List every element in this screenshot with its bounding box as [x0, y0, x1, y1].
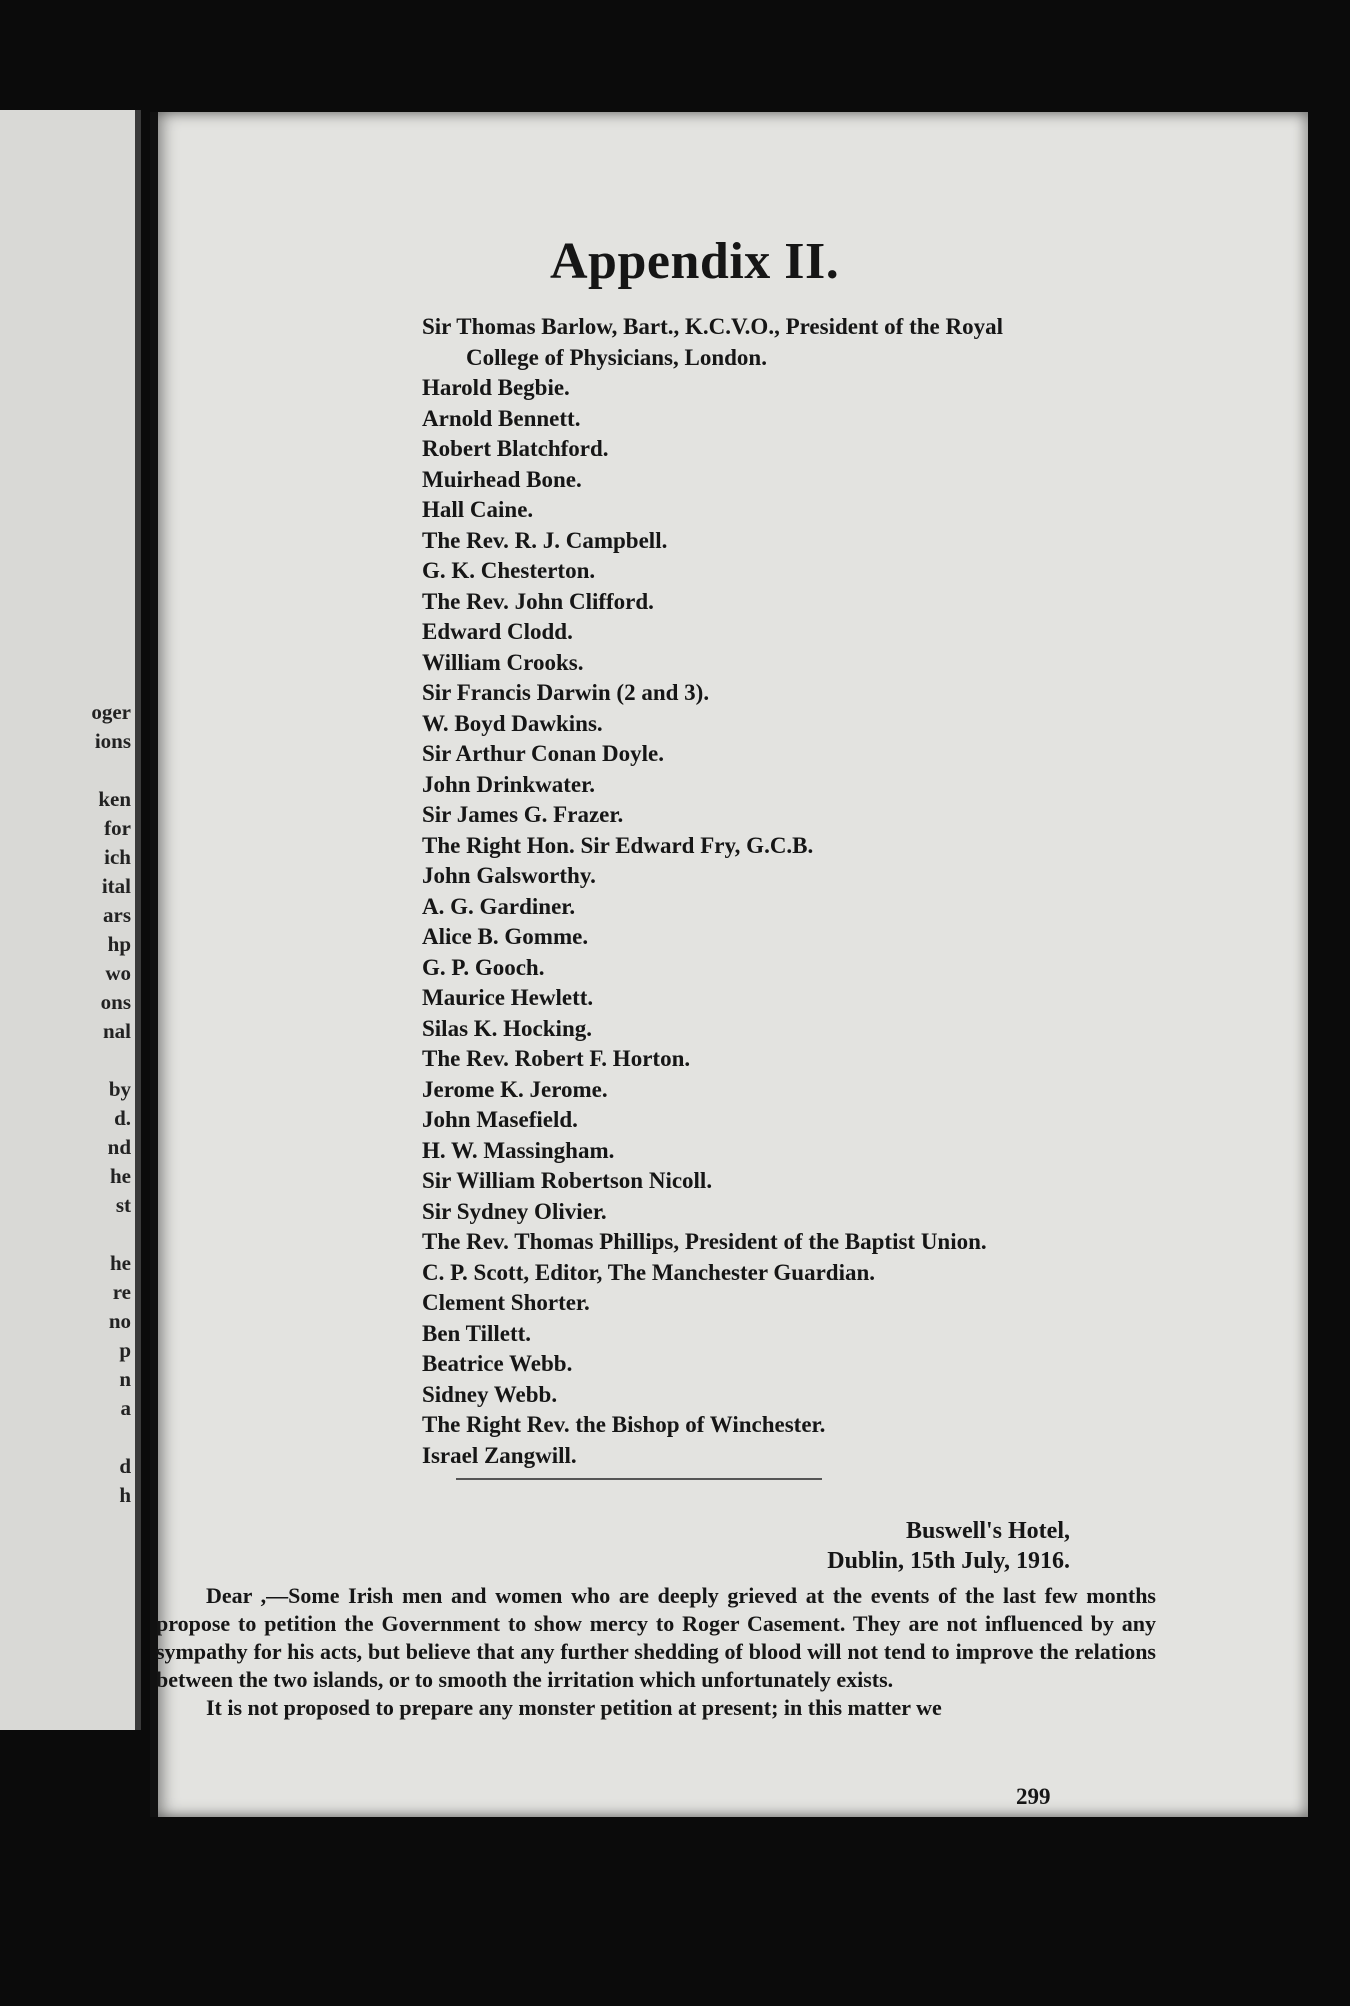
facing-page-fragment [31, 1220, 131, 1249]
facing-page-fragment: by [108, 1077, 131, 1101]
signatory-line: Alice B. Gomme. [422, 924, 589, 949]
facing-page-fragment: for [104, 816, 131, 840]
page-number: 299 [1016, 1784, 1051, 1809]
facing-page-fragment: ons [100, 990, 131, 1014]
page-title: Appendix II. [550, 233, 840, 290]
signatory-line: John Masefield. [422, 1107, 578, 1132]
facing-page-fragment: d [119, 1454, 131, 1478]
facing-page-fragment: p [119, 1338, 131, 1362]
facing-page-fragment: ars [103, 903, 131, 927]
address-line-date: Dublin, 15th July, 1916. [827, 1548, 1070, 1574]
address-line-hotel: Buswell's Hotel, [905, 1518, 1070, 1544]
signatory-list [422, 312, 1302, 1471]
signatory-line: Sidney Webb. [422, 1381, 558, 1407]
signatory-line: Sir Arthur Conan Doyle. [422, 741, 664, 766]
signatory-line: College of Physicians, London. [466, 344, 767, 370]
signatory-line: Muirhead Bone. [422, 466, 582, 492]
facing-page-fragment: d. [114, 1106, 131, 1130]
letter-body [156, 1582, 1156, 1722]
signatory-line: Harold Begbie. [422, 375, 570, 400]
signatory-line: W. Boyd Dawkins. [422, 710, 603, 736]
facing-page-fragment: re [112, 1280, 131, 1304]
signatory-line: William Crooks. [422, 649, 584, 675]
facing-page-fragment [31, 756, 131, 785]
signatory-line: John Drinkwater. [422, 771, 595, 797]
facing-page-fragment: nd [107, 1135, 131, 1159]
signatory-line: Sir William Robertson Nicoll. [422, 1168, 713, 1193]
signatory-line: The Right Hon. Sir Edward Fry, G.C.B. [422, 832, 814, 858]
signatory-line: Sir Sydney Olivier. [422, 1198, 607, 1224]
signatory-line: Clement Shorter. [422, 1290, 590, 1315]
signatory-line: H. W. Massingham. [422, 1137, 615, 1163]
signatory-line: A. G. Gardiner. [422, 893, 576, 919]
facing-page-fragment: he [110, 1164, 131, 1188]
signatory-line: Hall Caine. [422, 497, 534, 522]
facing-page-fragment [31, 1046, 131, 1075]
signatory-line: The Rev. Thomas Phillips, President of the Baptist Union. [422, 1229, 987, 1254]
signatory-line: Sir Thomas Barlow, Bart., K.C.V.O., President of the Royal [422, 314, 1003, 339]
section-divider [456, 1478, 822, 1480]
book-page [150, 112, 1308, 1817]
signatory-line: Robert Blatchford. [422, 436, 609, 461]
signatory-line: The Rev. John Clifford. [422, 588, 654, 614]
facing-page-fragment: a [120, 1396, 131, 1420]
signatory-line: Maurice Hewlett. [422, 985, 594, 1010]
signatory-line: Jerome K. Jerome. [422, 1076, 608, 1102]
letter-paragraph-1: Dear ,—Some Irish men and women who are deeply grieved at the events of the last few months propose to petition the Government to show mercy to Roger Casement. They are not influenced by any sympathy for his acts, but believe that any further shedding of blood will not tend to improve the relations between the two islands, or to smooth the irritation which unfortunately exists. [156, 1583, 1156, 1692]
signatory-line: Arnold Bennett. [422, 405, 581, 431]
facing-page-fragment: no [108, 1309, 131, 1333]
facing-page-fragment: hp [107, 932, 131, 956]
signatory-line: Sir Francis Darwin (2 and 3). [422, 680, 710, 705]
signatory-line: The Rev. R. J. Campbell. [422, 527, 668, 553]
facing-page-fragment: n [119, 1367, 131, 1391]
facing-page-fragment: ken [98, 787, 131, 811]
facing-page-fragment: h [119, 1483, 131, 1507]
facing-page-fragment: ions [94, 729, 131, 753]
facing-page-fragment: ich [104, 845, 131, 869]
signatory-line: John Galsworthy. [422, 863, 596, 888]
facing-page-fragment [31, 1423, 131, 1452]
facing-page-fragment: oger [91, 700, 131, 724]
facing-page-fragment: ital [101, 874, 131, 898]
signatory-line: Silas K. Hocking. [422, 1015, 592, 1041]
signatory-line: C. P. Scott, Editor, The Manchester Guardian. [422, 1259, 876, 1285]
signatory-line: The Right Rev. the Bishop of Winchester. [422, 1412, 826, 1437]
letter-paragraph-2: It is not proposed to prepare any monster petition at present; in this matter we [206, 1695, 942, 1720]
facing-page-fragment: wo [105, 961, 131, 985]
facing-page-fragment: nal [102, 1019, 131, 1043]
page-gutter [150, 112, 158, 1817]
signatory-line: Israel Zangwill. [422, 1442, 577, 1468]
signatory-line: Sir James G. Frazer. [422, 802, 624, 827]
signatory-line: Beatrice Webb. [422, 1351, 573, 1376]
facing-page-fragment: st [115, 1193, 131, 1217]
facing-page-edge [0, 110, 141, 1730]
signatory-line: Edward Clodd. [422, 619, 573, 644]
facing-page-text-fragments [31, 698, 131, 1510]
facing-page-fragment: he [110, 1251, 131, 1275]
signatory-line: G. K. Chesterton. [422, 558, 596, 583]
signatory-line: Ben Tillett. [422, 1320, 532, 1346]
letter-address [827, 1516, 1070, 1576]
signatory-line: The Rev. Robert F. Horton. [422, 1046, 691, 1071]
signatory-line: G. P. Gooch. [422, 954, 545, 980]
